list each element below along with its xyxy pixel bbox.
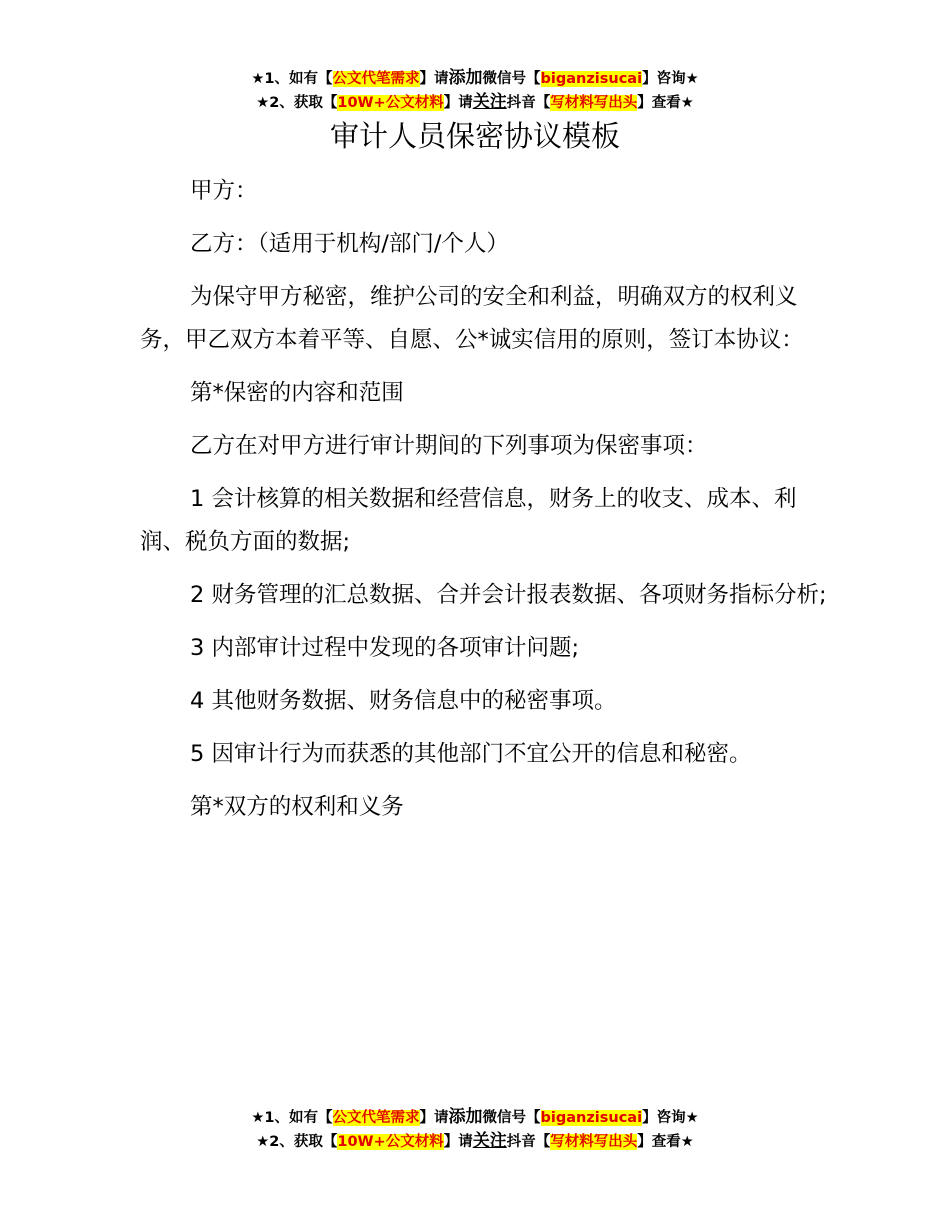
banner-text: 】请 (419, 1110, 449, 1126)
banner-emphasis: 添加 (448, 68, 483, 88)
banner-text: ★1、如有【 (251, 1110, 333, 1126)
banner-text: ★2、获取【 (256, 1134, 338, 1150)
section-heading: 第*保密的内容和范围 (190, 380, 404, 406)
paragraph: 乙方在对甲方进行审计期间的下列事项为保密事项： (190, 433, 708, 459)
list-item: 1 会计核算的相关数据和经营信息，财务上的收支、成本、利润、税负方面的数据; (140, 486, 797, 555)
banner-line-2 (0, 1130, 950, 1154)
banner-text: 】咨询★ (642, 71, 699, 87)
banner-text: 】查看★ (637, 95, 694, 111)
banner-highlight: biganzisucai (540, 71, 643, 87)
banner-highlight: 公文代笔需求 (332, 71, 420, 87)
banner-text: 微信号【 (482, 71, 541, 87)
banner-text: ★2、获取【 (256, 95, 338, 111)
banner-text: 】请 (443, 95, 473, 111)
banner-text: 抖音【 (506, 95, 551, 111)
banner-emphasis: 关注 (472, 92, 507, 112)
banner-text: 】请 (419, 71, 449, 87)
banner-line-1 (0, 1106, 950, 1130)
banner-text: 】咨询★ (642, 1110, 699, 1126)
banner-highlight: 公文代笔需求 (332, 1110, 420, 1126)
banner-highlight: 10W+公文材料 (337, 1134, 444, 1150)
list-item: 3 内部审计过程中发现的各项审计问题; (190, 635, 580, 661)
banner-emphasis: 添加 (448, 1107, 483, 1127)
document-title: 审计人员保密协议模板 (329, 119, 620, 153)
banner-text: ★1、如有【 (251, 71, 333, 87)
paragraph-party-b: 乙方：（适用于机构/部门/个人） (190, 231, 509, 257)
banner-text: 】请 (443, 1134, 473, 1150)
banner-text: 】查看★ (637, 1134, 694, 1150)
banner-line-1 (0, 67, 950, 91)
paragraph-party-a: 甲方： (190, 178, 258, 204)
banner-emphasis: 关注 (472, 1131, 507, 1151)
document-body (140, 170, 830, 839)
footer-banner (0, 1106, 950, 1154)
banner-text: 微信号【 (482, 1110, 541, 1126)
banner-highlight: 10W+公文材料 (337, 95, 444, 111)
banner-line-2 (0, 91, 950, 115)
banner-text: 抖音【 (506, 1134, 551, 1150)
paragraph-preamble: 为保守甲方秘密，维护公司的安全和利益，明确双方的权利义务，甲乙双方本着平等、自愿、公*诚实信用的原则，签订本协议： (140, 284, 804, 353)
banner-highlight: biganzisucai (540, 1110, 643, 1126)
list-item: 2 财务管理的汇总数据、合并会计报表数据、各项财务指标分析; (190, 582, 827, 608)
banner-highlight: 写材料写出头 (550, 1134, 638, 1150)
banner-highlight: 写材料写出头 (550, 95, 638, 111)
header-banner (0, 67, 950, 115)
section-heading: 第*双方的权利和义务 (190, 794, 404, 820)
list-item: 5 因审计行为而获悉的其他部门不宜公开的信息和秘密。 (190, 741, 752, 767)
list-item: 4 其他财务数据、财务信息中的秘密事项。 (190, 688, 617, 714)
